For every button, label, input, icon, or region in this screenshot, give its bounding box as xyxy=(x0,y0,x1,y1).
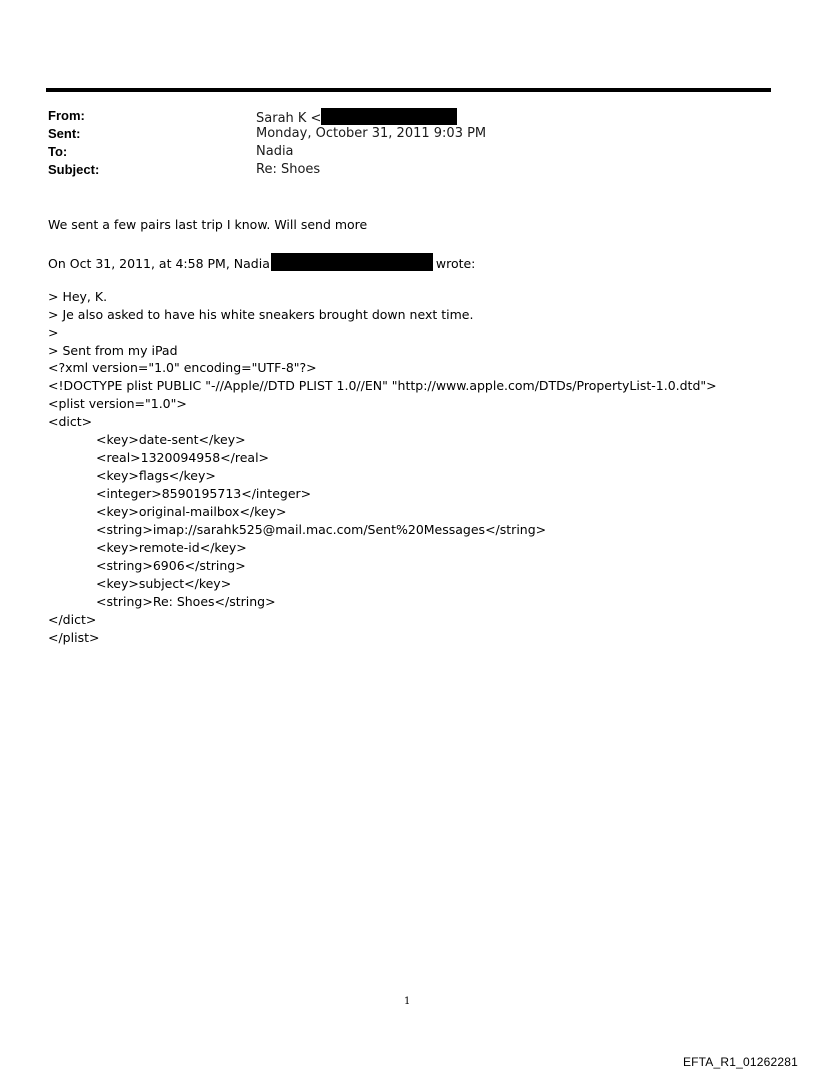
quote-intro-prefix: On Oct 31, 2011, at 4:58 PM, Nadia xyxy=(48,256,270,271)
subject-label: Subject: xyxy=(48,162,100,177)
xml-line: <key>date-sent</key> xyxy=(96,432,246,447)
xml-line: </dict> xyxy=(48,612,97,627)
xml-line: <key>flags</key> xyxy=(96,468,216,483)
quoted-line: > xyxy=(48,325,59,340)
reply-text: We sent a few pairs last trip I know. Will send more xyxy=(48,217,368,232)
redaction-box xyxy=(271,253,433,271)
redaction-box xyxy=(321,108,457,125)
from-label: From: xyxy=(48,108,85,123)
quote-intro-suffix: wrote: xyxy=(435,256,476,271)
xml-line: <integer>8590195713</integer> xyxy=(96,486,312,501)
quote-intro xyxy=(48,253,475,271)
quoted-line: > Hey, K. xyxy=(48,289,108,304)
from-value xyxy=(256,108,457,126)
quoted-line: > Sent from my iPad xyxy=(48,343,178,358)
xml-line: <?xml version="1.0" encoding="UTF-8"?> xyxy=(48,360,317,375)
header-rule xyxy=(46,88,771,92)
xml-line: <!DOCTYPE plist PUBLIC "-//Apple//DTD PLIST 1.0//EN" "http://www.apple.com/DTDs/PropertyList-1.0.dtd"> xyxy=(48,378,717,393)
to-value: Nadia xyxy=(256,144,294,159)
xml-line: <string>Re: Shoes</string> xyxy=(96,594,276,609)
bates-number: EFTA_R1_01262281 xyxy=(682,1055,798,1069)
xml-line: <string>6906</string> xyxy=(96,558,246,573)
xml-line: <real>1320094958</real> xyxy=(96,450,270,465)
subject-value: Re: Shoes xyxy=(256,162,321,177)
xml-line: <key>original-mailbox</key> xyxy=(96,504,287,519)
xml-line: <dict> xyxy=(48,414,93,429)
to-label: To: xyxy=(48,144,68,159)
sent-value: Monday, October 31, 2011 9:03 PM xyxy=(256,126,487,141)
xml-line: <string>imap://sarahk525@mail.mac.com/Sent%20Messages</string> xyxy=(96,522,547,537)
xml-line: <key>subject</key> xyxy=(96,576,232,591)
from-name: Sarah K < xyxy=(256,111,322,126)
xml-line: </plist> xyxy=(48,630,100,645)
sent-label: Sent: xyxy=(48,126,81,141)
xml-line: <key>remote-id</key> xyxy=(96,540,247,555)
quoted-line: > Je also asked to have his white sneakers brought down next time. xyxy=(48,307,474,322)
xml-line: <plist version="1.0"> xyxy=(48,396,187,411)
page-number: 1 xyxy=(404,996,411,1007)
